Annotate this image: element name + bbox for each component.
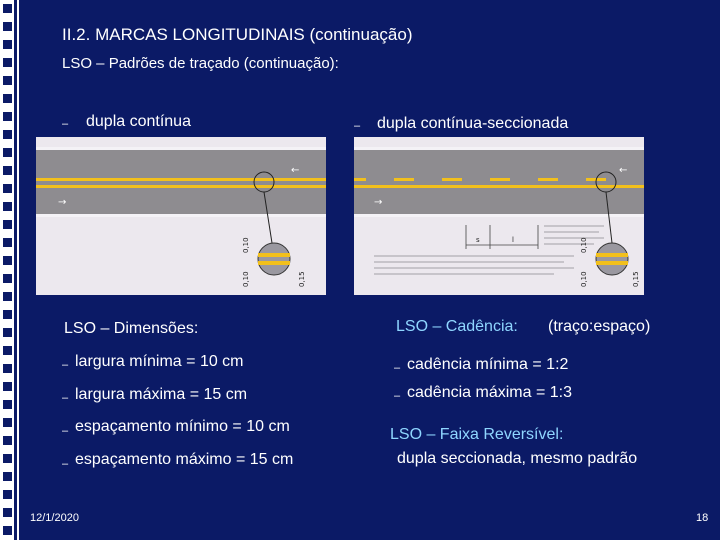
bullet-dash: –	[62, 458, 69, 470]
svg-text:→: →	[374, 197, 383, 208]
dimension-item: largura máxima = 15 cm	[75, 386, 248, 403]
reversible-text: dupla seccionada, mesmo padrão	[397, 450, 638, 467]
bullet-dash: –	[354, 120, 361, 132]
film-strip-line	[17, 0, 19, 540]
figure-right-double-solid-dashed	[354, 137, 644, 295]
figure-left-double-solid	[36, 137, 326, 295]
svg-text:←: ←	[619, 165, 628, 176]
cadence-note: (traço:espaço)	[548, 318, 651, 335]
figure-right-dim-a: 0,10	[580, 237, 588, 253]
dimension-item: espaçamento máximo = 15 cm	[75, 451, 294, 468]
dimension-item: espaçamento mínimo = 10 cm	[75, 418, 290, 435]
cadence-item: cadência mínima = 1:2	[407, 356, 569, 373]
bullet-dash: –	[62, 392, 69, 404]
figure-left-dim-b: 0,10	[242, 271, 250, 287]
figure-right-dim-l: l	[512, 236, 514, 244]
figure-right-caption: dupla contínua-seccionada	[377, 115, 569, 132]
figure-right-dim-b: 0,10	[580, 271, 588, 287]
bullet-dash: –	[394, 362, 401, 374]
bullet-dash: –	[394, 390, 401, 402]
figure-left-dim-c: 0,15	[298, 271, 306, 287]
svg-text:→: →	[58, 197, 67, 208]
film-strip-decoration	[0, 0, 14, 540]
dimensions-heading: LSO – Dimensões:	[64, 320, 199, 337]
bullet-dash: –	[62, 425, 69, 437]
figure-left-dim-a: 0,10	[242, 237, 250, 253]
slide-subtitle: LSO – Padrões de traçado (continuação):	[62, 55, 339, 72]
figure-right-dim-s: s	[476, 236, 480, 244]
page-number: 18	[696, 512, 709, 524]
reversible-heading: LSO – Faixa Reversível:	[390, 426, 564, 443]
svg-text:←: ←	[291, 165, 300, 176]
figure-left-caption: dupla contínua	[86, 113, 191, 130]
cadence-heading: LSO – Cadência:	[396, 318, 518, 335]
bullet-dash: –	[62, 359, 69, 371]
bullet-dash: –	[62, 118, 69, 130]
cadence-item: cadência máxima = 1:3	[407, 384, 572, 401]
figure-right-dim-c: 0,15	[632, 271, 640, 287]
dimension-item: largura mínima = 10 cm	[75, 353, 244, 370]
footer-date: 12/1/2020	[30, 512, 79, 524]
slide-title: II.2. MARCAS LONGITUDINAIS (continuação)	[62, 25, 413, 44]
